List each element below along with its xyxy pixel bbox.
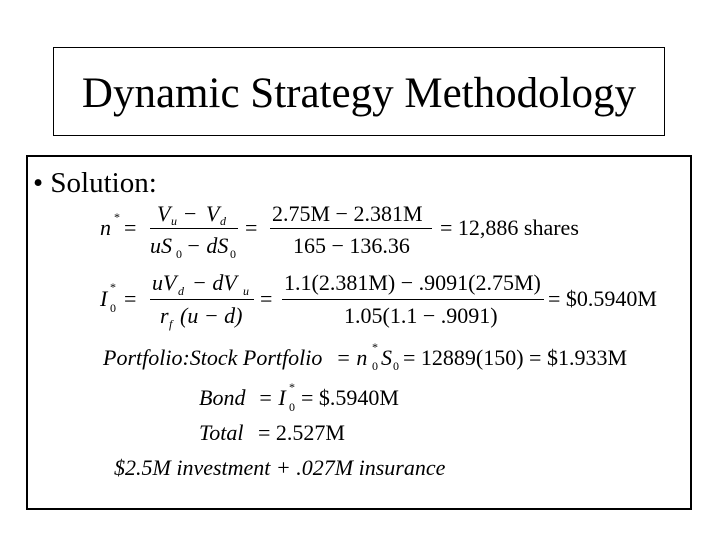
n-symbol: n	[100, 215, 111, 240]
bond-I-sub: 0	[289, 400, 295, 414]
V-d: V	[206, 201, 220, 226]
bond-I-star: *	[289, 380, 295, 394]
equals-4: =	[260, 286, 273, 311]
slide-title: Dynamic Strategy Methodology	[81, 70, 637, 117]
total-label: Total	[199, 420, 244, 445]
dVu: − dV	[192, 270, 237, 295]
bond-label: Bond	[199, 385, 246, 410]
portfolio-value: = 12889(150) = $1.933M	[403, 345, 628, 370]
equals-3: =	[124, 286, 137, 311]
portfolio-eq-n: = n	[336, 345, 368, 370]
dVu-sub: u	[243, 284, 249, 298]
uVd: uV	[152, 270, 177, 295]
u-minus-d: (u − d)	[180, 303, 243, 328]
I-sub-zero: 0	[110, 301, 116, 315]
I-star-superscript: *	[110, 280, 116, 294]
portfolio-n-sub: 0	[372, 359, 378, 373]
title-box	[53, 47, 665, 136]
fraction-bar-2	[270, 228, 432, 229]
fraction-bar-4	[282, 299, 544, 300]
fraction-bar-3	[150, 299, 254, 300]
equals-2: =	[245, 215, 258, 240]
dS0-sub: 0	[230, 247, 236, 261]
dS0: − dS	[186, 233, 229, 258]
n-star-superscript: *	[114, 210, 120, 224]
n-star-result: = 12,886 shares	[440, 215, 579, 240]
V-u: V	[157, 201, 171, 226]
portfolio-S: S	[381, 345, 392, 370]
denominator-values-2: 1.05(1.1 − .9091)	[344, 303, 498, 328]
uS0: uS	[150, 233, 172, 258]
numerator-values-1: 2.75M − 2.381M	[272, 201, 423, 226]
V-d-sub: d	[220, 214, 226, 228]
fraction-bar-1	[150, 228, 238, 229]
bullet-solution: • Solution:	[33, 167, 157, 199]
denominator-values-1: 165 − 136.36	[293, 233, 410, 258]
equals-1: =	[124, 215, 137, 240]
V-u-sub: u	[171, 214, 177, 228]
r-f: r	[160, 303, 169, 328]
numerator-values-2: 1.1(2.381M) − .9091(2.75M)	[284, 270, 541, 295]
bond-value: = $.5940M	[301, 385, 399, 410]
r-f-sub: f	[169, 317, 173, 331]
total-value: = 2.527M	[258, 420, 345, 445]
uS0-sub: 0	[176, 247, 182, 261]
minus-1: −	[184, 201, 197, 226]
portfolio-S-sub: 0	[393, 359, 399, 373]
uVd-sub: d	[178, 284, 184, 298]
portfolio-label: Portfolio:Stock Portfolio	[103, 345, 323, 370]
summary-text: $2.5M investment + .027M insurance	[114, 455, 446, 480]
portfolio-n-star: *	[372, 340, 378, 354]
bond-eq-I: = I	[258, 385, 286, 410]
I-symbol: I	[100, 286, 108, 311]
I0-star-result: = $0.5940M	[548, 286, 657, 311]
